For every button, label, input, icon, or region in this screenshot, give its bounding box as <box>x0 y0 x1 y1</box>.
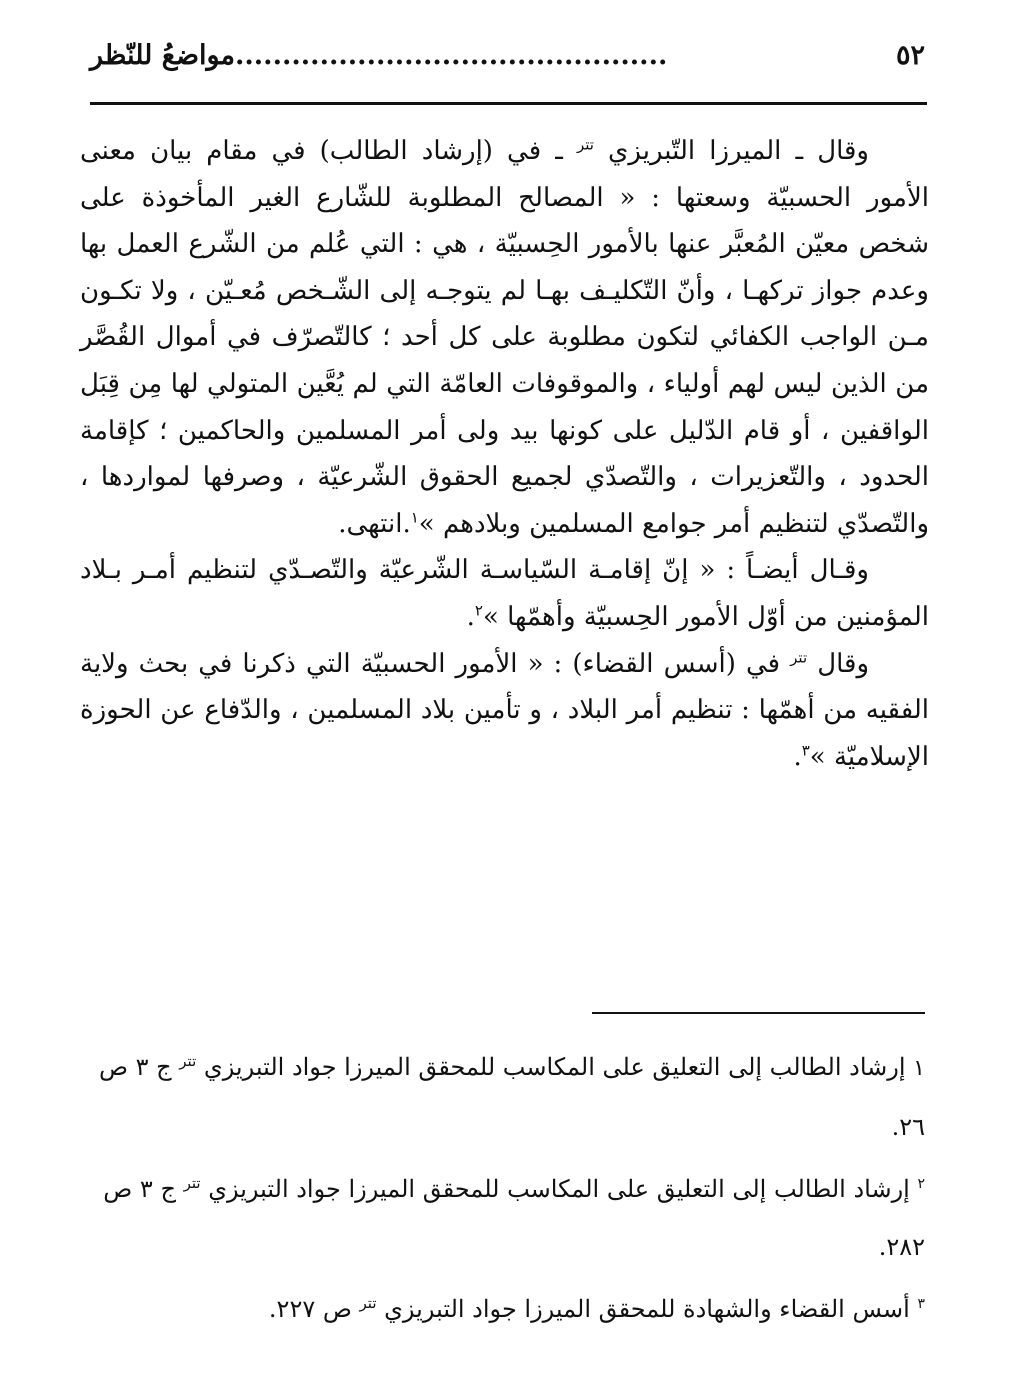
main-text <box>80 128 929 780</box>
footnote-separator <box>592 1012 925 1014</box>
footnote-ref-2[interactable]: ٢ <box>474 601 483 620</box>
p3-text-c: . <box>793 741 802 772</box>
footnote-2 <box>80 1160 925 1276</box>
p1-text-b: ـ في (إرشاد الطالب) في مقام بيان معنى الأمور الحسبيّة وسعتها : « المصالح المطلوبة للشّارع الغير المأخوذة على شخص معيّن المُعبَّر عنها بالأمور الحِسبيّة ، هي : التي عُلم من الشّرع العمل بها وعدم جواز تركهـا ، وأنّ التّكليـف بهـا لم يتوجـه إلى الشّـخص مُعـيّن ، ولا تكـون مـن الواجب الكفائي لتكون مطلوبة على كل أحد ؛ كالتّصرّف في أموال القُصَّر من الذين ليس لهم أولياء ، والموقوفات العامّة التي لم يُعَّين المتولي لها مِن قِبَل الواقفين ، أو قام الدّليل على كونها بيد ولى أمر المسلمين والحاكمين ؛ كإقامة الحدود ، والتّعزيرات ، والتّصدّي لجميع الحقوق الشّرعيّة ، وصرفها لمواردها ، والتّصدّي لتنظيم أمر جوامع المسلمين وبلادهم » <box>80 136 929 539</box>
footnote-text: إرشاد الطالب إلى التعليق على المكاسب للمحقق الميرزا جواد التبريزي <box>208 1175 910 1203</box>
honorific-mark: تتر <box>359 1294 377 1312</box>
footnote-citation: ج ٣ ص ٢٨٢. <box>103 1175 925 1261</box>
footnote-ref-1[interactable]: ١ <box>410 508 419 527</box>
footnotes <box>80 1038 925 1342</box>
footnote-citation: ج ٣ ص ٢٦. <box>98 1053 925 1141</box>
p2-text-b: . <box>466 601 475 632</box>
page-number: ٥٢ <box>895 39 925 71</box>
paragraph-1 <box>80 128 929 547</box>
footnote-text: إرشاد الطالب إلى التعليق على المكاسب للمحقق الميرزا جواد التبريزي <box>203 1053 906 1081</box>
p1-text-c: .انتهى. <box>338 508 411 539</box>
p3-text-a: وقال <box>817 648 869 679</box>
footnote-number: ١ <box>913 1056 925 1081</box>
footnote-1 <box>80 1038 925 1156</box>
footnote-text: أسس القضاء والشهادة للمحقق الميرزا جواد التبريزي <box>384 1295 910 1323</box>
paragraph-2 <box>80 547 929 640</box>
p2-text-a: وقـال أيضـاً : « إنّ إقامـة السّياسـة الشّرعيّة والتّصـدّي لتنظيم أمـر بـلاد المؤمنين من أوّل الأمور الحِسبيّة وأهمّها » <box>80 555 929 632</box>
footnote-citation: ص ٢٢٧. <box>268 1295 352 1323</box>
footnote-number: ٢ <box>917 1176 925 1192</box>
footnote-ref-3[interactable]: ٣ <box>801 741 810 760</box>
honorific-mark: تتر <box>183 1174 201 1192</box>
p1-text-a: وقال ـ الميرزا التّبريزي <box>608 136 869 166</box>
honorific-mark: تتر <box>179 1052 197 1070</box>
footnote-3 <box>80 1280 925 1338</box>
p3-text-b: في (أسس القضاء) : « الأمور الحسبيّة التي ذكرنا في بحث ولاية الفقيه من أهمّها : تنظيم أمر البلاد ، و تأمين بلاد المسلمين ، والدّفاع عن الحوزة الإسلاميّة » <box>80 648 929 772</box>
paragraph-3 <box>80 641 929 781</box>
running-title: ..............................................مواضعُ للنّظر <box>90 39 668 71</box>
honorific-mark: تتر <box>790 647 808 666</box>
page-header <box>90 30 925 80</box>
footnote-number: ٣ <box>917 1296 925 1312</box>
header-rule <box>90 102 927 105</box>
honorific-mark: تتر <box>576 135 594 154</box>
